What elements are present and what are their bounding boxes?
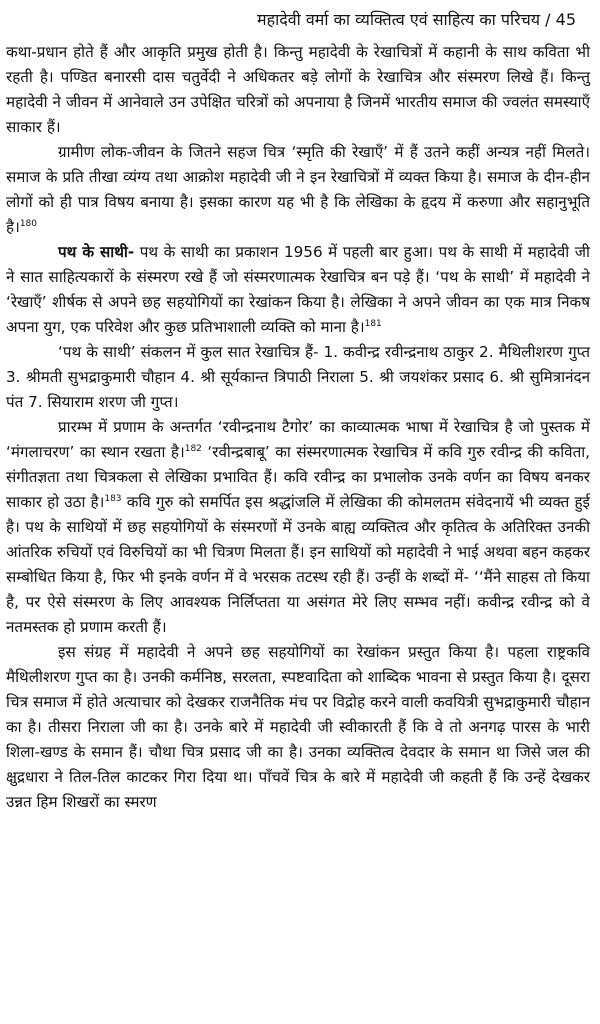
footnote-ref-180: 180 [19, 218, 38, 229]
paragraph-6-text: इस संग्रह में महादेवी ने अपने छह सहयोगियों का रेखांकन प्रस्तुत किया है। पहला राष्ट्रकवि मैथिलीशरण गुप्त का है। उनकी कर्मनिष्ठ, सरलता, स्पष्टवादिता को शाब्दिक भावना से प्रस्तुत किया है। दूसरा चित्र समाज में होते अत्याचार को देखकर राजनैतिक मंच पर विद्रोह करने वाली कवयित्री सुभद्राकुमारी चौहान का है। तीसरा निराला जी का है। उनके बारे में महादेवी जी स्वीकारती हैं कि वे तो अनगढ़ पारस के भारी शिला-खण्ड के समान हैं। चौथा चित्र प्रसाद जी का है। उनका व्यक्तित्व देवदार के समान था जिसे जल की क्षुद्रधारा ने तिल-तिल काटकर गिरा दिया था। पाँचवें चित्र के बारे में महादेवी जी कहती हैं कि उन्हें देखकर उन्नत हिम शिखरों का स्मरण [6, 643, 590, 811]
paragraph-2-text: ग्रामीण लोक-जीवन के जितने सहज चित्र ‘स्मृति की रेखाएँ’ में हैं उतने कहीं अन्यत्र नहीं मिलते। समाज के प्रति तीखा व्यंग्य तथा आक्रोश महादेवी जी ने इन रेखाचित्रों में व्यक्त किया है। समाज के दीन-हीन लोगों को ही पात्र विषय बनाया है। इसका कारण यह भी है कि लेखिका के हृदय में करुणा और सहानुभूति है। [6, 143, 590, 236]
paragraph-5-text-c: कवि गुरु को समर्पित इस श्रद्धांजलि में लेखिका की कोमलतम संवेदनायें भी व्यक्त हुई है। पथ के साथियों में छह सहयोगियों के संस्मरणों में उनके बाह्य व्यक्तित्व और कृतित्व के अतिरिक्त उनकी आंतरिक रुचियों एवं विरुचियों का भी चित्रण मिलता हैं। इन साथियों को महादेवी ने भाई अथवा बहन कहकर सम्बोधित किया है, फिर भी इनके वर्णन में वे भरसक तटस्थ रही हैं। उन्हीं के शब्दों में- ‘‘मैंने साहस तो किया है, पर ऐसे संस्मरण के लिए आवश्यक निर्लिप्तता या असंगत मेरे लिए सम्भव नहीं। कवीन्द्र रवीन्द्र को वे नतमस्तक हो प्रणाम करती हैं। [6, 493, 590, 636]
paragraph-4 [6, 340, 590, 415]
footnote-ref-181: 181 [364, 318, 382, 329]
running-header [6, 0, 590, 30]
paragraph-3-text: पथ के साथी का प्रकाशन 1956 में पहली बार हुआ। पथ के साथी में महादेवी जी ने सात साहित्यकारों के संस्मरण रखे हैं जो संस्मरणात्मक रेखाचित्र बन पड़े हैं। ‘पथ के साथी’ में महादेवी ने ‘रेखाएँ’ शीर्षक से अपने छह सहयोगियों का रेखांकन किया है। लेखिका ने अपने जीवन का एक मात्र निकष अपना युग, एक परिवेश और कुछ प्रतिभाशाली व्यक्ति को माना है। [6, 243, 590, 336]
paragraph-6 [6, 640, 590, 815]
paragraph-1 [6, 40, 590, 140]
paragraph-5-text-a: प्रारम्भ में प्रणाम के अन्तर्गत ‘रवीन्द्रनाथ टैगोर’ का काव्यात्मक भाषा में रेखाचित्र है जो पुस्तक में ‘मंगलाचरण’ का स्थान रखता है। [6, 418, 590, 461]
paragraph-5-text-b: ‘रवीन्द्रबाबू’ का संस्मरणात्मक रेखाचित्र में कवि गुरु रवीन्द्र की कविता, संगीतज्ञता तथा चित्रकला से लेखिका प्रभावित हैं। कवि रवीन्द्र का प्रभालोक उनके वर्णन का विषय बनकर साकार हो उठा है। [6, 443, 590, 511]
header-title: महादेवी वर्मा का व्यक्तित्व एवं साहित्य का परिचय / 45 [257, 10, 576, 29]
footnote-ref-182: 182 [184, 443, 202, 454]
paragraph-1-text: कथा-प्रधान होते हैं और आकृति प्रमुख होती है। किन्तु महादेवी के रेखाचित्रों में कहानी के साथ कविता भी रहती है। पण्डित बनारसी दास चतुर्वेदी ने अधिकतर बड़े लोगों के रेखाचित्र और संस्मरण लिखे हैं। किन्तु महादेवी ने जीवन में आनेवाले उन उपेक्षित चरित्रों को अपनाया है जिनमें भारतीय समाज की ज्वलंत समस्याएँ साकार हैं। [6, 43, 590, 136]
footnote-ref-183: 183 [104, 493, 122, 504]
body-text [6, 40, 590, 815]
paragraph-3 [6, 240, 590, 340]
section-heading-path-ke-sathi: पथ के साथी- [58, 243, 135, 261]
paragraph-2 [6, 140, 590, 240]
paragraph-5 [6, 415, 590, 640]
paragraph-4-text: ‘पथ के साथी’ संकलन में कुल सात रेखाचित्र हैं- 1. कवीन्द्र रवीन्द्रनाथ ठाकुर 2. मैथिलीशरण गुप्त 3. श्रीमती सुभद्राकुमारी चौहान 4. श्री सूर्यकान्त त्रिपाठी निराला 5. श्री जयशंकर प्रसाद 6. श्री सुमित्रानंदन पंत 7. सियाराम शरण जी गुप्त। [6, 343, 590, 411]
